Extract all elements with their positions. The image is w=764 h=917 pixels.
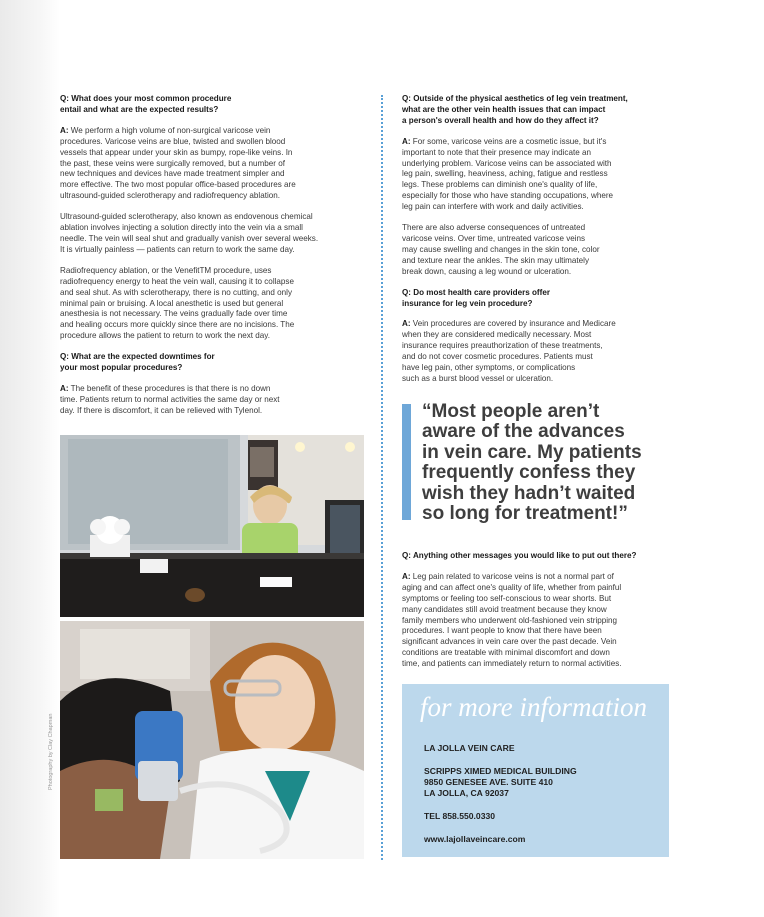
answer-body: We perform a high volume of non-surgical varicose vein procedures. Varicose veins are blue, twisted and swollen blood vessels that appear under your skin as bumpy, rope-like veins. In the past, these veins were surgically removed, but a number of new techniques and devices have made treatment simpler and more effective. The two most popular office-based procedures are ultrasound-guided sclerotherapy and radiofrequency ablation. — [60, 125, 296, 201]
answer-lead: A: — [60, 125, 69, 135]
photo-credit: Photography by Clay Chapman — [48, 713, 54, 790]
answer-lead: A: — [402, 136, 411, 146]
answer-other-messages — [402, 572, 670, 670]
doctor-photo-illustration — [60, 621, 364, 859]
pull-quote — [402, 401, 672, 525]
pull-quote-text: “Most people aren’t aware of the advances in vein care. My patients frequently confess they wish they hadn’t waited so long for treatment!” — [422, 401, 642, 525]
question-insurance: Q: Do most health care providers offer insurance for leg vein procedure? — [402, 287, 550, 308]
answer-body: For some, varicose veins are a cosmetic issue, but it's important to note that their presence may indicate an underlying problem. Varicose veins can be associated with leg pain, swelling, heaviness, aching, fatigue and restless legs. These problems can diminish one's quality of life, especially for those who have standing occupations, where leg pain can interfere with work and daily activities. — [402, 136, 614, 212]
pull-quote-bar — [402, 404, 411, 520]
contact-details — [424, 743, 577, 845]
answer-insurance — [402, 319, 664, 384]
office-photo — [60, 435, 364, 617]
doctor-photo — [60, 621, 364, 859]
question-vein-health: Q: Outside of the physical aesthetics of leg vein treatment, what are the other vein health issues that can impact a person's overall health and how do they affect it? — [402, 94, 628, 125]
paragraph-sclerotherapy: Ultrasound-guided sclerotherapy, also known as endovenous chemical ablation involves injecting a solution directly into the vein via a small needle. The vein will seal shut and gradually vanish over several weeks. It is virtually painless — patients can return to work the same day. — [60, 212, 319, 254]
website-link[interactable]: www.lajollaveincare.com — [424, 834, 526, 844]
left-column — [60, 94, 370, 427]
phone-number: TEL 858.550.0330 — [424, 811, 496, 821]
right-column — [402, 94, 664, 395]
city-address: LA JOLLA, CA 92037 — [424, 788, 509, 798]
answer-body: The benefit of these procedures is that there is no down time. Patients return to normal activities the same day or next day. If there is discomfort, it can be relieved with Tylenol. — [60, 383, 280, 415]
right-column-lower — [402, 551, 670, 680]
answer-downtimes — [60, 384, 370, 417]
question-common-procedure: Q: What does your most common procedure entail and what are the expected results? — [60, 94, 232, 114]
more-info-box — [402, 684, 669, 857]
answer-lead: A: — [402, 571, 411, 581]
street-address: 9850 GENESEE AVE. SUITE 410 — [424, 777, 553, 787]
building-name: SCRIPPS XIMED MEDICAL BUILDING — [424, 766, 577, 776]
answer-body: Leg pain related to varicose veins is not a normal part of aging and can affect one's quality of life, whether from painful symptoms or feeling too self-conscious to wear shorts. But many candidates still avoid treatment because they know family members who underwent old-fashioned vein stripping procedures. I want people to know that there have been significant advances in vein care over the past decade. Vein conditions are treatable with minimal discomfort and down time, and patients can immediately return to normal activities. — [402, 571, 622, 669]
more-info-title: for more information — [420, 692, 648, 722]
question-downtimes: Q: What are the expected downtimes for your most popular procedures? — [60, 352, 215, 373]
office-photo-illustration — [60, 435, 364, 617]
answer-vein-health — [402, 137, 664, 213]
answer-common-procedure — [60, 126, 370, 202]
answer-lead: A: — [402, 319, 411, 329]
column-divider — [381, 95, 383, 860]
paragraph-adverse-consequences: There are also adverse consequences of untreated varicose veins. Over time, untreated varicose veins may cause swelling and changes in the skin tone, color and texture near the ankles. The skin may ultimately break down, causing a leg wound or ulceration. — [402, 223, 600, 276]
answer-body: Vein procedures are covered by insurance and Medicare when they are considered medically necessary. Most insurance requires preauthorization of these treatments, and do not cover cosmetic procedures. Patients must have leg pain, other symptoms, or complications such as a burst blood vessel or ulceration. — [402, 319, 616, 383]
clinic-name: LA JOLLA VEIN CARE — [424, 743, 515, 753]
answer-lead: A: — [60, 383, 69, 393]
question-other-messages: Q: Anything other messages you would like to put out there? — [402, 551, 637, 560]
paragraph-radiofrequency: Radiofrequency ablation, or the VenefitTM procedure, uses radiofrequency energy to heat the vein wall, causing it to collapse and seal shut. As with sclerotherapy, there is no cutting, and only minimal pain or bruising. A local anesthetic is used but general anesthesia is not necessary. The veins gradually fade over time and healing occurs more quickly since there are no incisions. The procedure allows the patient to return to work the next day. — [60, 265, 295, 341]
